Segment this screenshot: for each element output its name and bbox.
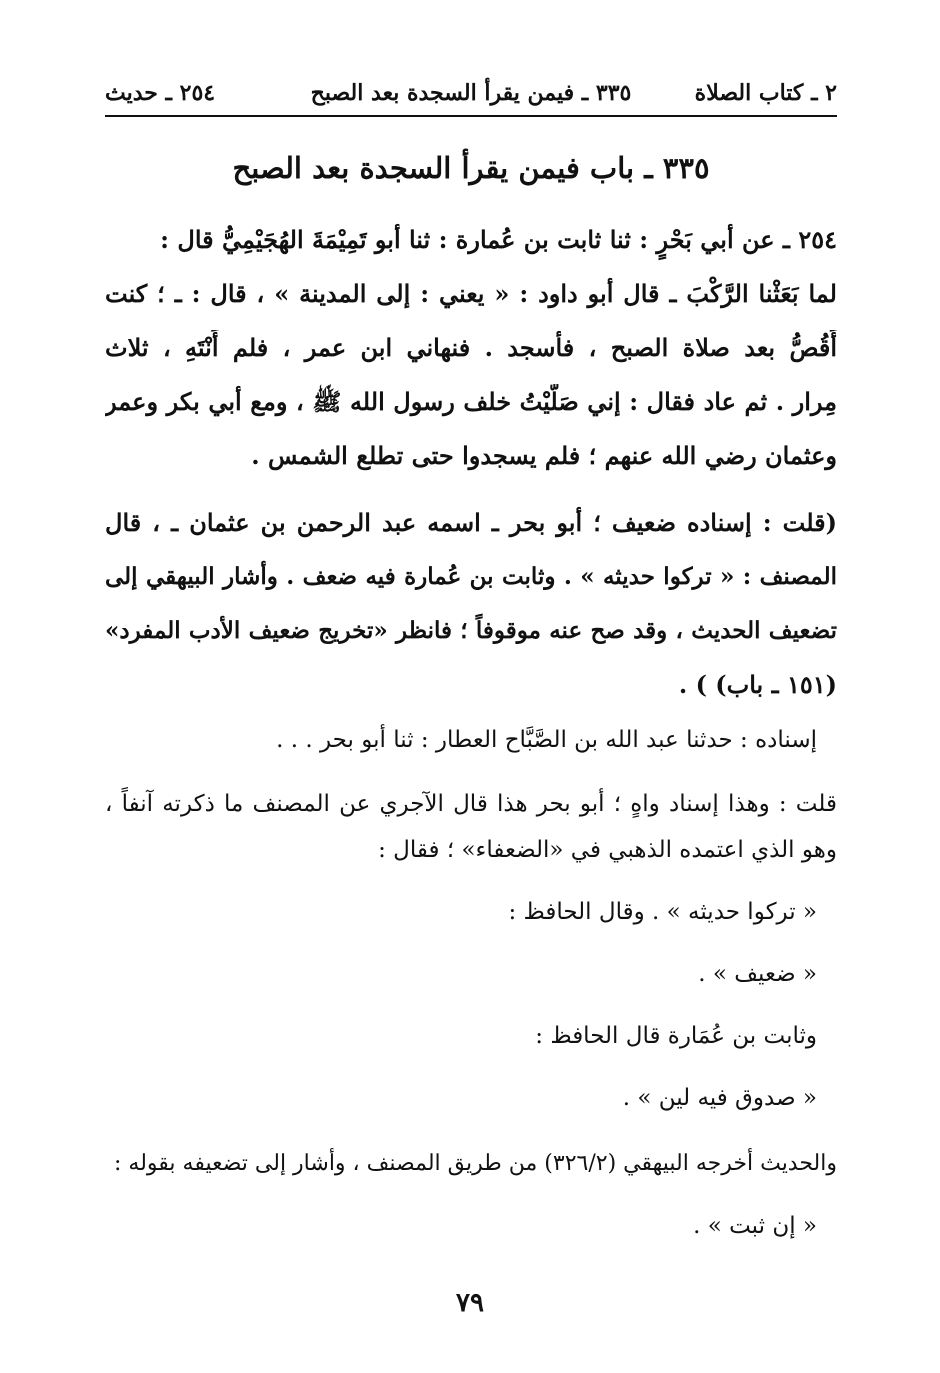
isnad-line: إسناده : حدثنا عبد الله بن الصَّبَّاح العطار : ثنا أبو بحر . . . [276, 727, 817, 753]
note-line: المصنف : « تركوا حديثه » . وثابت بن عُمارة فيه ضعف . وأشار البيهقي إلى [105, 563, 837, 590]
header-chapter-title: ٣٣٥ ـ فيمن يقرأ السجدة بعد الصبح [310, 80, 632, 106]
chapter-title: ٣٣٥ ـ باب فيمن يقرأ السجدة بعد الصبح [232, 151, 710, 185]
quote-line: « تركوا حديثه » . وقال الحافظ : [508, 899, 817, 925]
hadith-line: مِرار . ثم عاد فقال : إني صَلَّيْتُ خلف رسول الله ﷺ ، ومع أبي بكر وعمر [105, 387, 837, 416]
hadith-line: ٢٥٤ ـ عن أبي بَحْرٍ : ثنا ثابت بن عُمارة : ثنا أبو تَمِيْمَةَ الهُجَيْمِيُّ قال : [160, 225, 837, 254]
hadith-line: أَقُصُّ بعد صلاة الصبح ، فأسجد . فنهاني ابن عمر ، فلم أَنْتَهِ ، ثلاث [105, 333, 837, 362]
hadith-line: لما بَعَثْنا الرَّكْبَ ـ قال أبو داود : « يعني : إلى المدينة » ، قال : ـ ؛ كنت [105, 279, 837, 308]
quote-line: « إن ثبت » . [693, 1213, 817, 1239]
header-hadith-number: ٢٥٤ ـ حديث [105, 80, 216, 106]
note-line: (قلت : إسناده ضعيف ؛ أبو بحر ـ اسمه عبد الرحمن بن عثمان ـ ، قال [105, 508, 837, 537]
comment-line: وثابت بن عُمَارة قال الحافظ : [535, 1023, 817, 1049]
running-header [105, 74, 837, 114]
quote-line: « ضعيف » . [698, 961, 817, 987]
comment-line: وهو الذي اعتمده الذهبي في «الضعفاء» ؛ فقال : [378, 837, 837, 863]
comment-line: والحديث أخرجه البيهقي (٣٢٦/٢) من طريق المصنف ، وأشار إلى تضعيفه بقوله : [114, 1151, 837, 1176]
header-divider [105, 115, 837, 117]
hadith-line: وعثمان رضي الله عنهم ؛ فلم يسجدوا حتى تطلع الشمس . [251, 441, 837, 470]
header-book-title: ٢ ـ كتاب الصلاة [694, 80, 837, 106]
comment-line: قلت : وهذا إسناد واهٍ ؛ أبو بحر هذا قال الآجري عن المصنف ما ذكرته آنفاً ، [105, 791, 837, 817]
quote-line: « صدوق فيه لين » . [622, 1085, 817, 1111]
note-line: (١٥١ ـ باب) ) . [678, 670, 837, 699]
page-number: ٧٩ [456, 1288, 484, 1318]
note-line: تضعيف الحديث ، وقد صح عنه موقوفاً ؛ فانظر «تخريج ضعيف الأدب المفرد» [105, 617, 837, 644]
